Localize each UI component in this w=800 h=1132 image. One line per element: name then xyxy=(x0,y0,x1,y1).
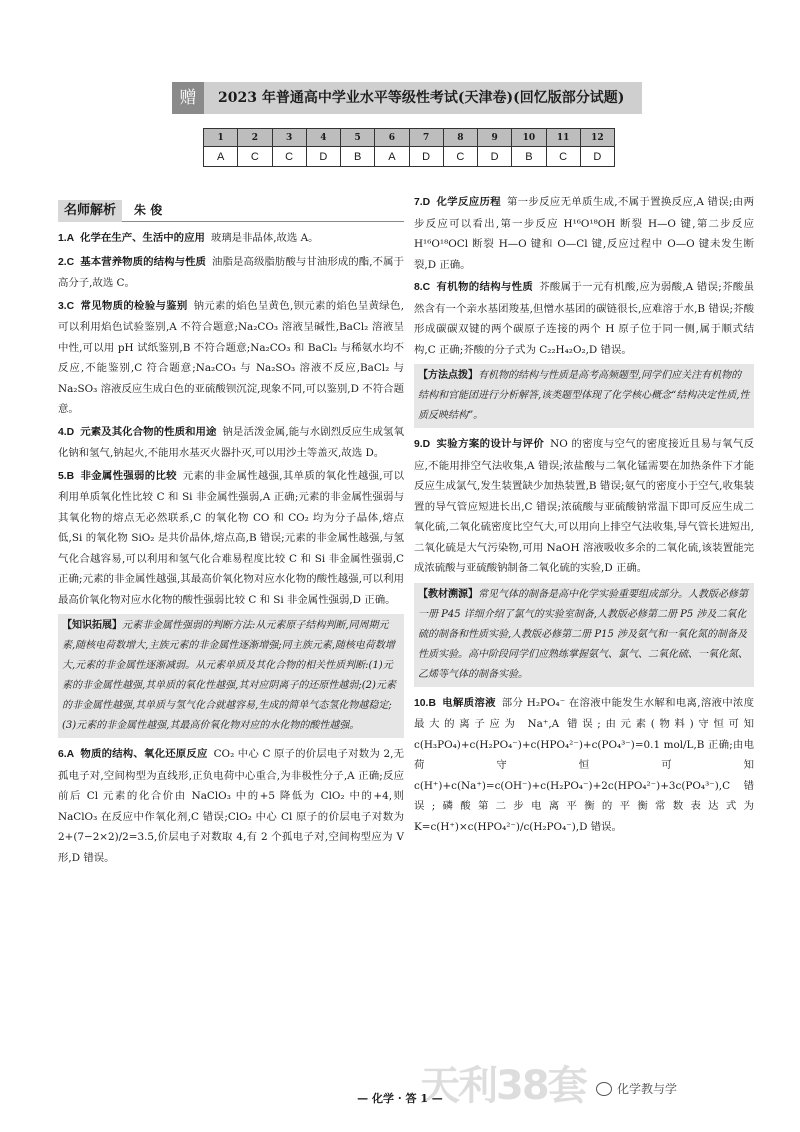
solution-item xyxy=(58,228,404,250)
item-topic: 非金属性强弱的比较 xyxy=(80,469,177,482)
answer-cell: C xyxy=(238,147,272,167)
item-text: CO₂ 中心 C 原子的价层电子对数为 2,无孤电子对,空间构型为直线形,正负电荷中心重合,为非极性分子,A 正确;反应前后 Cl 元素的化合价由 NaClO₃ 中的+5 降低为 ClO₂ 中的+4,则 NaClO₃ 在反应中作氧化剂,C 错误;ClO₂ 中心 Cl 原子的价层电子对数为 2+(7−2×2)/2=3.5,价层电子对数取 4,有 2 个孤电子对,空间构型应为 V 形,D 错误。 xyxy=(58,748,404,864)
note-text: 常见气体的制备是高中化学实验重要组成部分。人教版必修第一册 P45 详细介绍了氯气的实验室制备,人教版必修第二册 P5 涉及二氧化硫的制备和性质实验,人教版必修第二册 P15 涉及氨气和一氧化氮的制备及性质实验。高中阶段同学们应熟练掌握氨气、氯气、二氧化硫、一氧化氮、乙烯等气体的制备实验。 xyxy=(418,588,748,680)
item-text: 钠是活泼金属,能与水剧烈反应生成氢氧化钠和氢气,钠起火,不能用水基灭火器扑灭,可以用沙土等盖灭,故选 D。 xyxy=(58,425,404,459)
item-topic: 化学在生产、生活中的应用 xyxy=(80,232,205,244)
item-topic: 基本营养物质的结构与性质 xyxy=(80,255,207,268)
title-bar xyxy=(172,82,642,114)
solution-item xyxy=(414,277,754,360)
question-number: 5 xyxy=(341,129,375,147)
solution-item xyxy=(58,744,404,868)
item-topic: 常见物质的检验与鉴别 xyxy=(80,299,188,312)
item-number: 2.C xyxy=(58,256,75,268)
item-number: 5.B xyxy=(58,470,75,482)
item-number: 1.A xyxy=(58,233,75,244)
item-number: 8.C xyxy=(414,282,431,293)
section-label: 名师解析 xyxy=(58,200,122,222)
note-tag: 【方法点拨】 xyxy=(418,370,478,381)
question-number: 11 xyxy=(546,129,580,147)
item-number: 4.D xyxy=(58,426,75,438)
answer-cell: C xyxy=(443,147,477,167)
method-note xyxy=(414,364,754,428)
page-footer: — 化学 · 答 1 — xyxy=(357,1092,443,1105)
solution-item xyxy=(414,434,754,579)
question-number: 8 xyxy=(443,129,477,147)
section-header xyxy=(58,200,404,222)
note-tag: 【教材溯源】 xyxy=(418,588,478,600)
item-topic: 元素及其化合物的性质和用途 xyxy=(80,425,217,438)
left-column xyxy=(58,200,404,870)
answer-cell: C xyxy=(272,147,306,167)
item-topic: 电解质溶液 xyxy=(441,696,496,709)
question-number: 2 xyxy=(238,129,272,147)
question-number: 6 xyxy=(375,129,409,147)
answer-cell: D xyxy=(306,147,340,167)
solution-item xyxy=(414,693,754,838)
answer-cell: D xyxy=(580,147,614,167)
note-text: 元素非金属性强弱的判断方法:从元素原子结构判断,同周期元素,随核电荷数增大,主族元素的非金属性逐渐增强;同主族元素,随核电荷数增大,元素的非金属性逐渐减弱。从元素单质及其化合物的相关性质判断:(1)元素的非金属性越强,其单质的氧化性越强,其对应阴离子的还原性越弱;(2)元素的非金属性越强,其单质与氢气化合就越容易,生成的简单气态氢化物越稳定;(3)元素的非金属性越强,其最高价氧化物对应的水化物的酸性越强。 xyxy=(62,620,396,731)
question-number: 10 xyxy=(512,129,546,147)
question-number: 3 xyxy=(272,129,306,147)
answer-cell: B xyxy=(512,147,546,167)
answer-cell: D xyxy=(478,147,512,167)
item-topic: 实验方案的设计与评价 xyxy=(436,438,545,450)
solution-item xyxy=(58,296,404,420)
question-number: 9 xyxy=(478,129,512,147)
answer-cell: C xyxy=(546,147,580,167)
item-text: NO 的密度与空气的密度接近且易与氧气反应,不能用排空气法收集,A 错误;浓盐酸与二氧化锰需要在加热条件下才能反应生成氯气,发生装置缺少加热装置,B 错误;氨气的密度小于空气,收集装置的导气管应短进长出,C 错误;浓硫酸与亚硫酸钠常温下即可反应生成二氧化硫,二氧化硫密度比空气大,可以用向上排空气法收集,导气管长进短出,二氧化硫是大气污染物,可用 NaOH 溶液吸收多余的二氧化硫,该装置能完成浓硫酸与亚硫酸钠制备二氧化硫的实验,D 正确。 xyxy=(414,438,754,574)
note-tag: 【知识拓展】 xyxy=(62,620,122,631)
item-topic: 物质的结构、氧化还原反应 xyxy=(80,748,208,760)
solution-item xyxy=(58,422,404,464)
answer-table xyxy=(203,128,615,167)
gift-badge: 赠 xyxy=(172,82,204,114)
item-text: 油脂是高级脂肪酸与甘油形成的酯,不属于高分子,故选 C。 xyxy=(58,255,404,289)
item-number: 6.A xyxy=(58,749,75,760)
page-title: 2023 年普通高中学业水平等级性考试(天津卷)(回忆版部分试题) xyxy=(218,90,625,106)
solution-item xyxy=(58,252,404,294)
item-text: 芥酸属于一元有机酸,应为弱酸,A 错误;芥酸虽然含有一个亲水基团羧基,但憎水基团的碳链很长,应难溶于水,B 错误;芥酸形成碳碳双键的两个碳原子连接的两个 H 原子位于同一侧,属于顺式结构,C 正确;芥酸的分子式为 C₂₂H₄₂O₂,D 错误。 xyxy=(414,281,754,356)
answer-value-row xyxy=(204,147,615,167)
item-text: 第一步反应无单质生成,不属于置换反应,A 错误;由两步反应可以看出,第一步反应 H¹⁶O¹⁸OH 断裂 H—O 键,第二步反应 H¹⁶O¹⁸OCl 断裂 H—O 键和 O—Cl 键,反应过程中 O—O 键未发生断裂,D 正确。 xyxy=(414,196,754,271)
right-column xyxy=(414,192,754,839)
item-number: 9.D xyxy=(414,439,431,450)
item-text: 元素的非金属性越强,其单质的氧化性越强,可以利用单质氧化性比较 C 和 Si 非金属性强弱,A 正确;元素的非金属性强弱与其氧化物的熔点无必然联系,C 的氧化物 CO 和 CO₂ 均为分子晶体,熔点低,Si 的氧化物 SiO₂ 是共价晶体,熔点高,B 错误;元素的非金属性越强,与氢气化合越容易,可以利用和氢气化合难易程度比较 C 和 Si 非金属性强弱,C 正确;元素的非金属性越强,其最高价氧化物对应水化物的酸性越强,可以利用最高价氧化物对应水化物的酸性强弱比较 C 和 Si 非金属性强弱,D 正确。 xyxy=(58,469,405,606)
item-text: 钠元素的焰色呈黄色,钡元素的焰色呈黄绿色,可以利用焰色试验鉴别,A 不符合题意;Na₂CO₃ 溶液呈碱性,BaCl₂ 溶液呈中性,可以用 pH 试纸鉴别,B 不符合题意;Na₂CO₃ 和 BaCl₂ 与稀氨水均不反应,不能鉴别,C 符合题意;Na₂CO₃ 与 Na₂SO₃ 溶液不反应,BaCl₂ 与 Na₂SO₃ 溶液反应生成白色的亚硫酸钡沉淀,现象不同,可以鉴别,D 不符合题意。 xyxy=(58,299,405,415)
item-number: 3.C xyxy=(58,300,75,312)
note-text: 有机物的结构与性质是高考高频题型,同学们应关注有机物的结构和官能团进行分析解答,该类题型体现了化学核心概念“结构决定性质,性质反映结构”。 xyxy=(418,370,750,421)
answer-cell: A xyxy=(375,147,409,167)
answer-number-row xyxy=(204,129,615,147)
publisher-watermark: 天利38套 xyxy=(420,1063,586,1109)
item-topic: 化学反应历程 xyxy=(436,196,501,208)
item-text: 玻璃是非晶体,故选 A。 xyxy=(210,232,319,244)
answer-cell: A xyxy=(204,147,238,167)
item-number: 10.B xyxy=(414,697,436,709)
section-author: 朱 俊 xyxy=(134,203,163,218)
answer-cell: B xyxy=(341,147,375,167)
item-number: 7.D xyxy=(414,197,431,208)
answer-cell: D xyxy=(409,147,443,167)
item-topic: 有机物的结构与性质 xyxy=(436,281,534,293)
wechat-label: 化学教与学 xyxy=(617,1082,678,1096)
textbook-note xyxy=(414,583,754,687)
question-number: 1 xyxy=(204,129,238,147)
solution-item xyxy=(58,466,404,611)
question-number: 7 xyxy=(409,129,443,147)
knowledge-note xyxy=(58,614,404,738)
item-text: 部分 H₂PO₄⁻ 在溶液中能发生水解和电离,溶液中浓度最大的离子应为 Na⁺,A 错误;由元素(物料)守恒可知 c(H₃PO₄)+c(H₂PO₄⁻)+c(HPO₄²⁻)+c(PO₄³⁻)=0.1 mol/L,B 正确;由电荷守恒可知 c(H⁺)+c(Na⁺)=c(OH⁻)+c(H₂PO₄⁻)+2c(HPO₄²⁻)+3c(PO₄³⁻),C 错误;磷酸第二步电离平衡的平衡常数表达式为 K=c(H⁺)×c(HPO₄²⁻)/c(H₂PO₄⁻),D 错误。 xyxy=(414,696,755,833)
solution-item xyxy=(414,192,754,275)
question-number: 12 xyxy=(580,129,614,147)
question-number: 4 xyxy=(306,129,340,147)
